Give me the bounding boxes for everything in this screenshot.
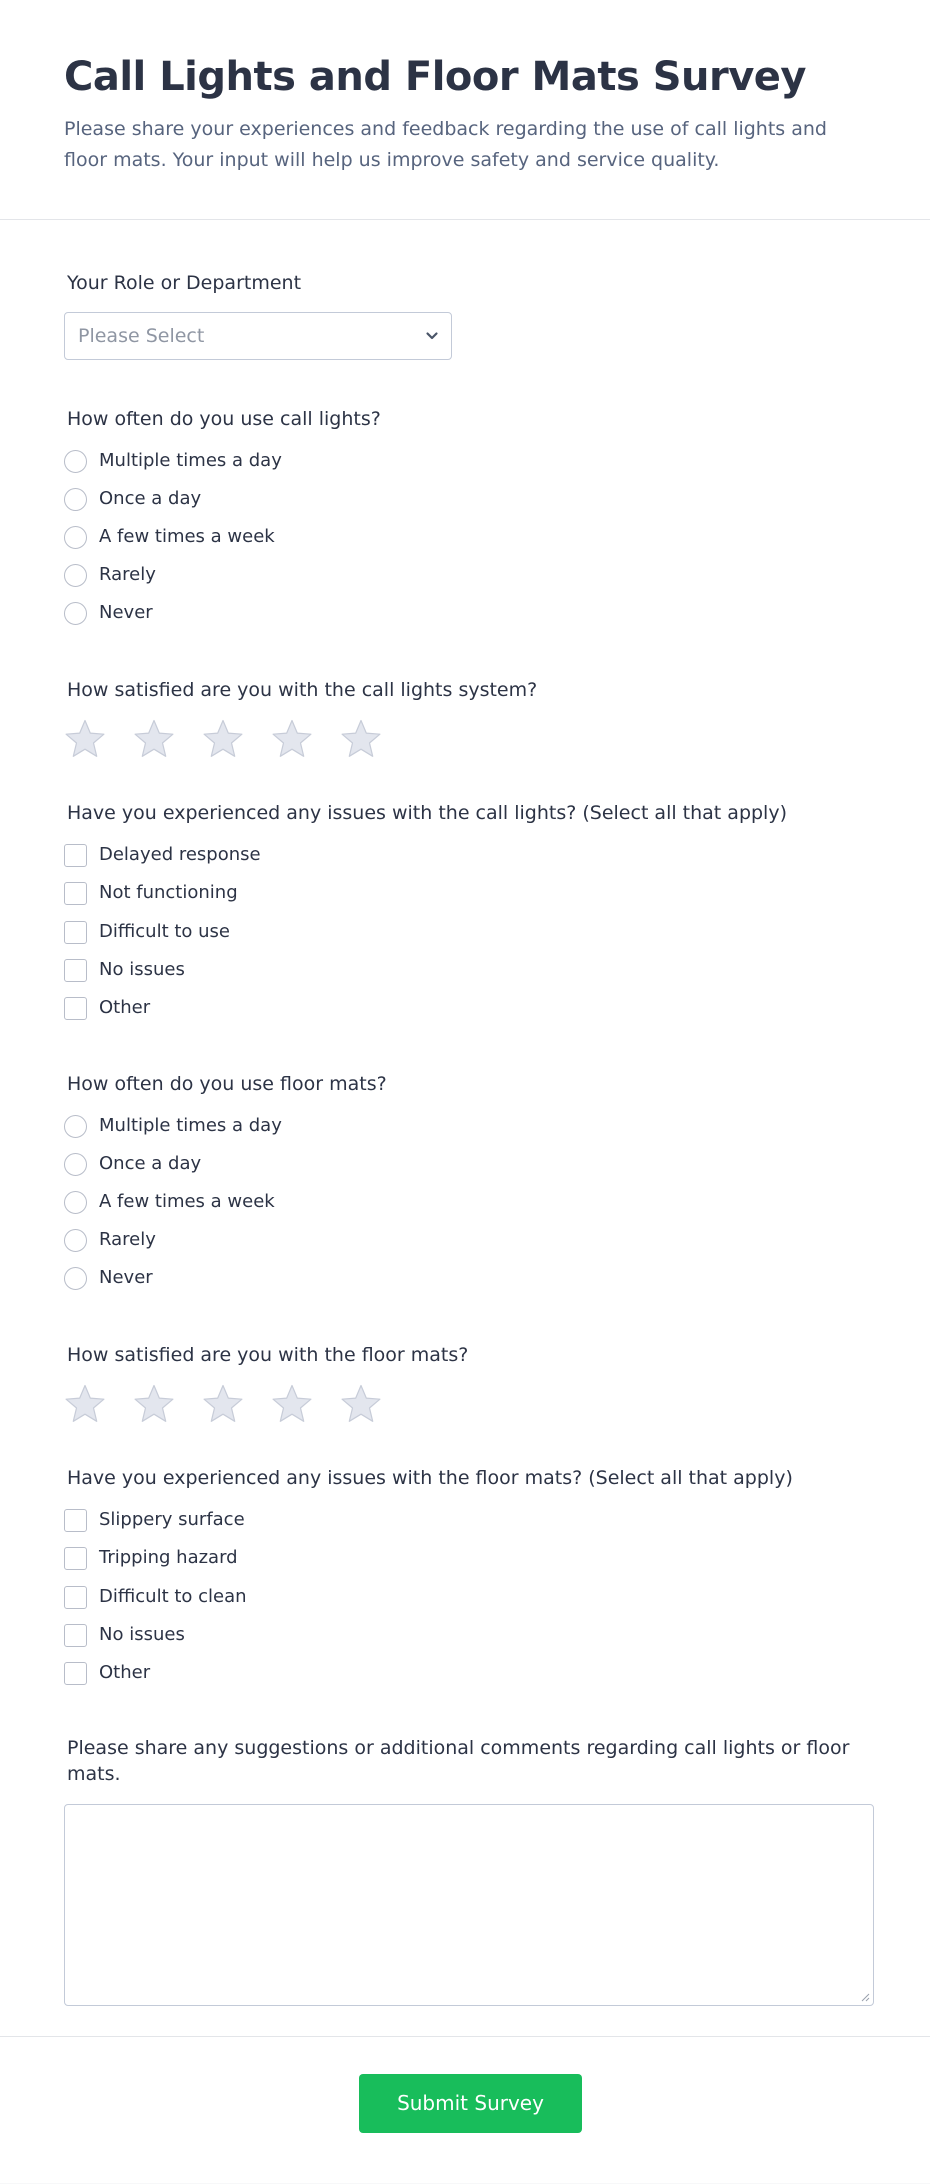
- checkbox[interactable]: [64, 882, 87, 905]
- role-select-placeholder: Please Select: [78, 325, 205, 347]
- radio-button[interactable]: [64, 602, 87, 625]
- radio-option[interactable]: [64, 447, 282, 475]
- radio-option-label: A few times a week: [99, 526, 275, 547]
- call-lights-issues-label: Have you experienced any issues with the call lights? (Select all that apply): [67, 802, 787, 824]
- checkbox-option[interactable]: [64, 956, 185, 984]
- checkbox[interactable]: [64, 1662, 87, 1685]
- call-lights-issues-question: [64, 800, 866, 1018]
- checkbox[interactable]: [64, 959, 87, 982]
- radio-option-label: Rarely: [99, 1229, 156, 1250]
- checkbox-option-label: Not functioning: [99, 882, 238, 903]
- star-icon[interactable]: [340, 718, 382, 760]
- checkbox-option-label: No issues: [99, 1624, 185, 1645]
- checkbox-option[interactable]: [64, 1506, 245, 1534]
- floor-mats-satisfaction-label: How satisfied are you with the floor mats?: [67, 1344, 469, 1366]
- radio-button[interactable]: [64, 1229, 87, 1252]
- submit-button[interactable]: Submit Survey: [359, 2074, 582, 2133]
- checkbox-option[interactable]: [64, 1659, 150, 1687]
- checkbox-option[interactable]: [64, 1621, 185, 1649]
- radio-option-label: Rarely: [99, 564, 156, 585]
- radio-option-label: A few times a week: [99, 1191, 275, 1212]
- radio-option[interactable]: [64, 1264, 153, 1292]
- radio-option[interactable]: [64, 561, 156, 589]
- checkbox-option-label: Delayed response: [99, 844, 261, 865]
- radio-option[interactable]: [64, 523, 275, 551]
- star-icon[interactable]: [202, 718, 244, 760]
- radio-button[interactable]: [64, 1153, 87, 1176]
- form-footer: [0, 2036, 930, 2184]
- radio-option[interactable]: [64, 1112, 282, 1140]
- star-rating[interactable]: [64, 718, 409, 762]
- floor-mats-frequency-question: [64, 1071, 866, 1288]
- checkbox[interactable]: [64, 844, 87, 867]
- star-icon[interactable]: [133, 718, 175, 760]
- radio-option-label: Once a day: [99, 1153, 202, 1174]
- star-icon[interactable]: [64, 718, 106, 760]
- checkbox[interactable]: [64, 1547, 87, 1570]
- radio-button[interactable]: [64, 488, 87, 511]
- form-header: [0, 0, 930, 220]
- star-icon[interactable]: [340, 1383, 382, 1425]
- radio-option[interactable]: [64, 1188, 275, 1216]
- star-icon[interactable]: [271, 718, 313, 760]
- radio-option[interactable]: [64, 1150, 201, 1178]
- checkbox[interactable]: [64, 997, 87, 1020]
- comments-textarea[interactable]: [64, 1804, 874, 2006]
- floor-mats-issues-label: Have you experienced any issues with the floor mats? (Select all that apply): [67, 1467, 793, 1489]
- checkbox-option-label: Other: [99, 997, 151, 1018]
- checkbox-option-label: Tripping hazard: [99, 1547, 238, 1568]
- radio-button[interactable]: [64, 1191, 87, 1214]
- radio-button[interactable]: [64, 526, 87, 549]
- role-select[interactable]: [64, 312, 452, 360]
- radio-option-label: Once a day: [99, 488, 202, 509]
- resize-handle-icon[interactable]: [860, 1992, 870, 2002]
- radio-option-label: Never: [99, 1267, 153, 1288]
- checkbox-option[interactable]: [64, 918, 230, 946]
- comments-label: Please share any suggestions or additional comments regarding call lights or floor mats.: [67, 1737, 850, 1785]
- radio-button[interactable]: [64, 564, 87, 587]
- checkbox-option-label: No issues: [99, 959, 185, 980]
- radio-option[interactable]: [64, 599, 153, 627]
- role-question: [64, 270, 866, 347]
- radio-option[interactable]: [64, 485, 201, 513]
- checkbox-option[interactable]: [64, 994, 150, 1022]
- radio-button[interactable]: [64, 1267, 87, 1290]
- call-lights-satisfaction-label: How satisfied are you with the call lights system?: [67, 679, 538, 701]
- checkbox-option[interactable]: [64, 1583, 247, 1611]
- radio-option[interactable]: [64, 1226, 156, 1254]
- radio-option-label: Multiple times a day: [99, 450, 282, 471]
- checkbox-option-label: Other: [99, 1662, 151, 1683]
- star-icon[interactable]: [202, 1383, 244, 1425]
- checkbox-option[interactable]: [64, 1544, 238, 1572]
- checkbox[interactable]: [64, 1509, 87, 1532]
- call-lights-satisfaction-question: [64, 677, 866, 703]
- checkbox-option-label: Difficult to use: [99, 921, 231, 942]
- floor-mats-issues-question: [64, 1465, 866, 1683]
- page-title: Call Lights and Floor Mats Survey: [64, 54, 806, 100]
- checkbox[interactable]: [64, 1624, 87, 1647]
- floor-mats-frequency-label: How often do you use floor mats?: [67, 1073, 387, 1095]
- checkbox-option-label: Difficult to clean: [99, 1586, 247, 1607]
- checkbox[interactable]: [64, 1586, 87, 1609]
- radio-button[interactable]: [64, 450, 87, 473]
- star-rating[interactable]: [64, 1383, 409, 1427]
- call-lights-frequency-label: How often do you use call lights?: [67, 408, 381, 430]
- star-icon[interactable]: [271, 1383, 313, 1425]
- checkbox-option[interactable]: [64, 879, 238, 907]
- comments-question: [64, 1735, 866, 1787]
- checkbox-option[interactable]: [64, 841, 261, 869]
- chevron-down-icon: [423, 327, 441, 345]
- call-lights-frequency-question: [64, 406, 866, 623]
- checkbox-option-label: Slippery surface: [99, 1509, 245, 1530]
- radio-button[interactable]: [64, 1115, 87, 1138]
- radio-option-label: Never: [99, 602, 153, 623]
- role-label: Your Role or Department: [67, 272, 302, 294]
- form-description: Please share your experiences and feedback regarding the use of call lights and floor mats. Your input will help us improve safety and service quality.: [64, 118, 827, 171]
- star-icon[interactable]: [133, 1383, 175, 1425]
- checkbox[interactable]: [64, 921, 87, 944]
- radio-option-label: Multiple times a day: [99, 1115, 282, 1136]
- star-icon[interactable]: [64, 1383, 106, 1425]
- floor-mats-satisfaction-question: [64, 1342, 866, 1368]
